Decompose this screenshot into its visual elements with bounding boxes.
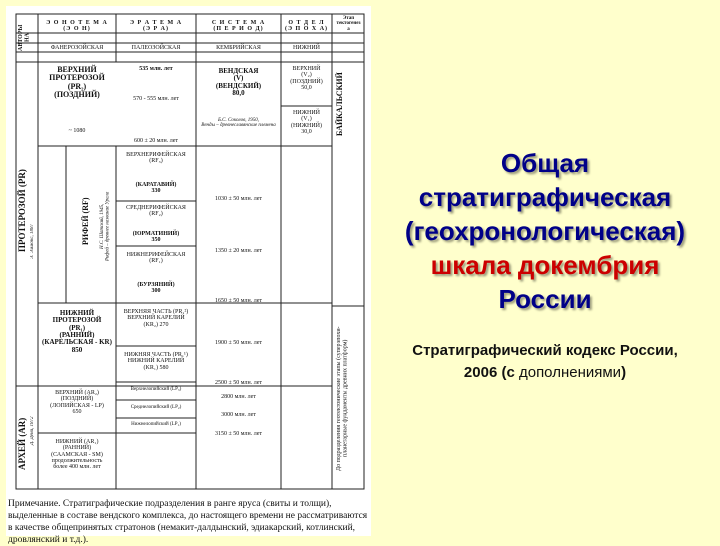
vendian-system: ВЕНДСКАЯ (V) (ВЕНДСКИЙ) 80,0 [215, 67, 262, 98]
burzyanian: (БУРЗЯНИЙ) 300 [137, 282, 175, 295]
slide-subtitle [395, 340, 695, 384]
age-570: 570 - 555 млн. лет [133, 96, 179, 102]
age-1900: 1900 ± 50 млн. лет [214, 340, 263, 346]
title-line-1: Общая [500, 148, 590, 178]
age-1350: 1350 ± 20 млн. лет [214, 248, 263, 254]
title-line-2: стратиграфическая [418, 182, 672, 212]
age-1650: 1650 ± 50 млн. лет [214, 298, 263, 304]
table-footnote: Примечание. Стратиграфические подразделения в ранге яруса (свиты и толщи), выделенные в составе вендского комплекса, до настоящего времени не рассматриваются в качестве общепринятых стратонов (немакит-далдынский, эдиакарский, котлинский, дровлянский и т.д.). [8, 499, 368, 545]
archean-label: АРХЕЙ (AR) [17, 417, 27, 470]
header-eonotema: Э О Н О Т Е М А (Э О Н) [46, 20, 108, 33]
subtitle-tail: дополнениями [518, 364, 622, 381]
yurmatinian: (ЮРМАТИНИЙ) 350 [132, 231, 180, 244]
middle-lopian: Среднелопийский (LP₂) [130, 405, 182, 410]
subtitle-close: ) [621, 364, 627, 381]
lower-archean: НИЖНИЙ (AR₁) (РАННИЙ) (СААМСКАЯ - SM) продолжительность более 400 млн. лет [51, 439, 103, 471]
title-line-5: России [498, 284, 592, 314]
header-authors: АВТОРЫ НА [18, 24, 31, 52]
age-535: 535 млн. лет [139, 66, 173, 72]
slide-title [380, 146, 710, 316]
upper-archean: ВЕРХНИЙ (AR₂) (ПОЗДНИЙ) (ЛОПИЙСКАЯ - LP) 650 [50, 390, 104, 415]
vendian-upper: ВЕРХНИЙ (V₂) (ПОЗДНИЙ) 50,0 [290, 66, 323, 91]
lower-karelian: НИЖНЯЯ ЧАСТЬ (PR₁¹) НИЖНИЙ КАРЕЛИЙ (KR₁) 580 [124, 352, 188, 371]
stratigraphic-table-scan [6, 6, 371, 545]
proterozoic-author: Э. Эммонс, 1887 [30, 223, 35, 259]
upper-lopian: Верхнелопийский (LP₃) [130, 387, 182, 392]
tectonic-stage-note: До подразделения геотектонические этапы (суперэпохи-планетарные фундаменты древних платформ) [336, 326, 349, 471]
age-2800: 2800 млн. лет [221, 394, 256, 400]
cambrian-system: КЕМБРИЙСКАЯ [216, 45, 261, 51]
lower-lopian: Нижнелопийский (LP₁) [131, 422, 181, 427]
phanerozoic-era: ПАЛЕОЗОЙСКАЯ [131, 45, 181, 51]
age-3150: 3150 ± 50 млн. лет [214, 431, 263, 437]
lower-riphean: НИЖНЕРИФЕЙСКАЯ (RF₁) [126, 252, 186, 265]
age-1030: 1030 ± 50 млн. лет [214, 196, 263, 202]
upper-riphean: ВЕРХНЕРИФЕЙСКАЯ (RF₃) [126, 152, 186, 165]
upper-proterozoic-age: ~ 1080 [68, 128, 86, 134]
upper-karelian: ВЕРХНЯЯ ЧАСТЬ (PR₁²) ВЕРХНИЙ КАРЕЛИЙ (KR₂) 270 [123, 309, 189, 328]
baikal-stage: БАЙКАЛЬСКИЙ [335, 72, 344, 136]
title-line-4: шкала докембрия [430, 250, 660, 280]
lower-proterozoic: НИЖНИЙ ПРОТЕРОЗОЙ (PR₁) (РАННИЙ) (КАРЕЛЬСКАЯ - KR) 850 [42, 309, 112, 354]
age-600: 600 ± 20 млн. лет [133, 138, 179, 144]
lower-dept: НИЖНИЙ [292, 45, 321, 51]
vendian-author: Б.С. Соколов, 1950, Венды – древнеславянские племена [201, 118, 276, 129]
age-3000: 3000 млн. лет [221, 412, 256, 418]
title-line-3: (геохронологическая) [404, 216, 686, 246]
age-2500: 2500 ± 50 млн. лет [214, 380, 263, 386]
middle-riphean: СРЕДНЕРИФЕЙСКАЯ (RF₂) [126, 205, 186, 218]
header-otdel: О Т Д Е Л (Э П О Х А) [284, 20, 329, 33]
header-sistema: С И С Т Е М А (П Е Р И О Д) [211, 20, 266, 33]
phanerozoic-eon: ФАНЕРОЗОЙСКАЯ [50, 45, 104, 51]
upper-proterozoic: ВЕРХНИЙ ПРОТЕРОЗОЙ (PR₂) (ПОЗДНИЙ) [49, 65, 105, 100]
header-eratema: Э Р А Т Е М А (Э Р А) [129, 20, 183, 33]
header-etap: Этап тектогенез а [336, 16, 361, 32]
archean-author: Д. Дени, 1872 [30, 416, 35, 446]
vendian-lower: НИЖНИЙ (V₁) (НИЖНИЙ) 30,0 [290, 110, 323, 135]
proterozoic-label: ПРОТЕРОЗОЙ (PR) [17, 169, 27, 253]
riphean-author: Н.С. Шатский, 1945, Рифей – древнее название Урала [100, 191, 111, 261]
karatavian: (КАРАТАВИЙ) 330 [135, 182, 177, 195]
riphean-label: РИФЕЙ (RF) [81, 197, 90, 245]
subtitle-main: Стратиграфический кодекс России, 2006 (с [412, 342, 678, 381]
